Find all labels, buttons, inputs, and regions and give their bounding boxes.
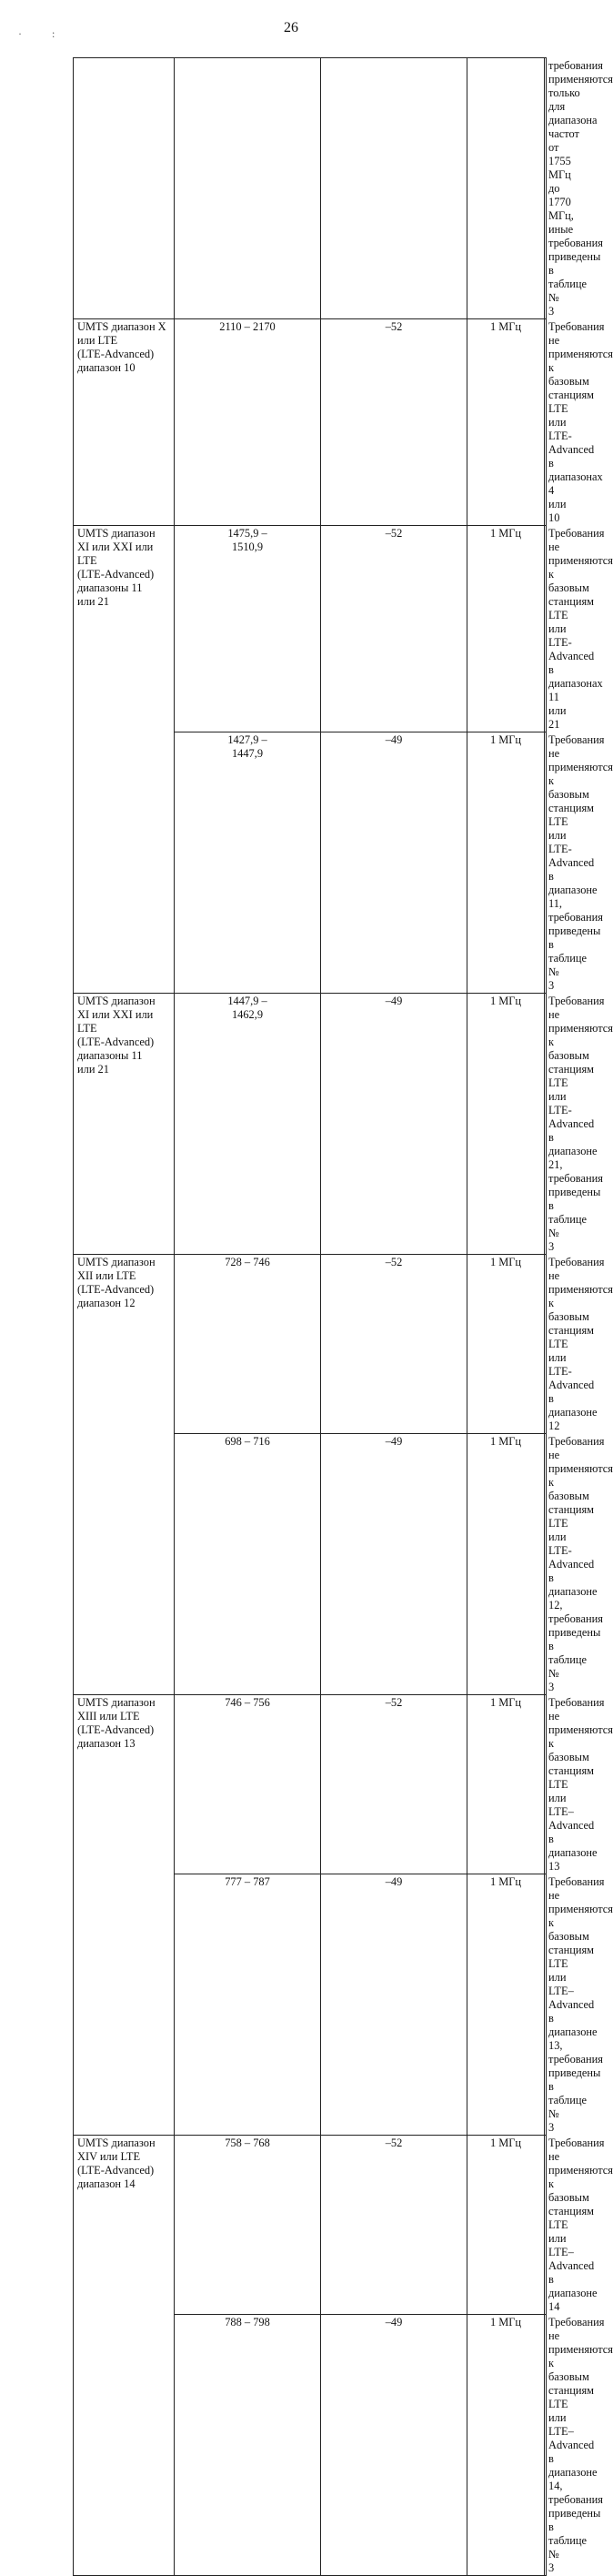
- table-row: [74, 1255, 547, 1434]
- bandwidth-cell: 1 МГц: [467, 994, 545, 1255]
- bandwidth-cell: 1 МГц: [467, 2136, 545, 2315]
- level-cell: –49: [321, 732, 467, 994]
- table-row: [74, 526, 547, 732]
- level-cell: –49: [321, 1434, 467, 1695]
- note-cell: Требования не применяются к базовым станциям LTE или LTE-Advanced в диапазоне 21, требования приведены в таблице № 3: [545, 994, 547, 1255]
- frequency-cell: 788 – 798: [175, 2315, 321, 2576]
- bandwidth-cell: 1 МГц: [467, 1695, 545, 1874]
- frequency-cell: 758 – 768: [175, 2136, 321, 2315]
- frequency-cell: 698 – 716: [175, 1434, 321, 1695]
- bandwidth-cell: 1 МГц: [467, 732, 545, 994]
- frequency-cell: 728 – 746: [175, 1255, 321, 1434]
- level-cell: –52: [321, 1255, 467, 1434]
- bandwidth-cell: [467, 58, 545, 319]
- level-cell: –49: [321, 1874, 467, 2136]
- table-row: [74, 58, 547, 319]
- note-cell: Требования не применяются к базовым станциям LTE или LTE–Advanced в диапазоне 14, требования приведены в таблице № 3: [545, 2315, 547, 2576]
- note-cell: требования применяются только для диапазона частот от 1755 МГц до 1770 МГц, иные требования приведены в таблице № 3: [545, 58, 547, 319]
- level-cell: –49: [321, 2315, 467, 2576]
- margin-marks: · :: [18, 27, 55, 40]
- bandwidth-cell: 1 МГц: [467, 526, 545, 732]
- spectrum-requirements-table: [73, 57, 613, 2576]
- band-cell: UMTS диапазон XIV или LTE (LTE-Advanced) диапазон 14: [74, 2136, 175, 2576]
- note-cell: Требования не применяются к базовым станциям LTE или LTE–Advanced в диапазоне 13, требования приведены в таблице № 3: [545, 1874, 547, 2136]
- note-cell: Требования не применяются к базовым станциям LTE или LTE-Advanced в диапазоне 12, требования приведены в таблице № 3: [545, 1434, 547, 1695]
- bandwidth-cell: 1 МГц: [467, 1434, 545, 1695]
- note-cell: Требования не применяются к базовым станциям LTE или LTE–Advanced в диапазоне 14: [545, 2136, 547, 2315]
- level-cell: –49: [321, 994, 467, 1255]
- frequency-cell: 2110 – 2170: [175, 319, 321, 526]
- bandwidth-cell: 1 МГц: [467, 1255, 545, 1434]
- note-cell: Требования не применяются к базовым станциям LTE или LTE-Advanced в диапазоне 12: [545, 1255, 547, 1434]
- frequency-cell: 1475,9 – 1510,9: [175, 526, 321, 732]
- frequency-cell: 777 – 787: [175, 1874, 321, 2136]
- note-cell: Требования не применяются к базовым станциям LTE или LTE-Advanced в диапазонах 11 или 21: [545, 526, 547, 732]
- bandwidth-cell: 1 МГц: [467, 2315, 545, 2576]
- level-cell: –52: [321, 1695, 467, 1874]
- table-row: [74, 319, 547, 526]
- note-cell: Требования не применяются к базовым станциям LTE или LTE-Advanced в диапазонах 4 или 10: [545, 319, 547, 526]
- page-number: 26: [284, 20, 298, 35]
- table-row: [74, 994, 547, 1255]
- band-cell: UMTS диапазон XIII или LTE (LTE-Advanced) диапазон 13: [74, 1695, 175, 2136]
- band-cell: UMTS диапазон XI или XXI или LTE (LTE-Advanced) диапазоны 11 или 21: [74, 994, 175, 1255]
- level-cell: –52: [321, 526, 467, 732]
- frequency-cell: 746 – 756: [175, 1695, 321, 1874]
- frequency-cell: [175, 58, 321, 319]
- level-cell: –52: [321, 319, 467, 526]
- note-cell: Требования не применяются к базовым станциям LTE или LTE-Advanced в диапазоне 11, требования приведены в таблице № 3: [545, 732, 547, 994]
- band-cell: [74, 58, 175, 319]
- bandwidth-cell: 1 МГц: [467, 319, 545, 526]
- band-cell: UMTS диапазон XII или LTE (LTE-Advanced) диапазон 12: [74, 1255, 175, 1695]
- frequency-cell: 1427,9 – 1447,9: [175, 732, 321, 994]
- table-row: [74, 2136, 547, 2315]
- note-cell: Требования не применяются к базовым станциям LTE или LTE–Advanced в диапазоне 13: [545, 1695, 547, 1874]
- band-cell: UMTS диапазон XI или XXI или LTE (LTE-Advanced) диапазоны 11 или 21: [74, 526, 175, 994]
- table-row: [74, 1695, 547, 1874]
- level-cell: –52: [321, 2136, 467, 2315]
- band-cell: UMTS диапазон X или LTE (LTE-Advanced) диапазон 10: [74, 319, 175, 526]
- frequency-cell: 1447,9 – 1462,9: [175, 994, 321, 1255]
- bandwidth-cell: 1 МГц: [467, 1874, 545, 2136]
- level-cell: [321, 58, 467, 319]
